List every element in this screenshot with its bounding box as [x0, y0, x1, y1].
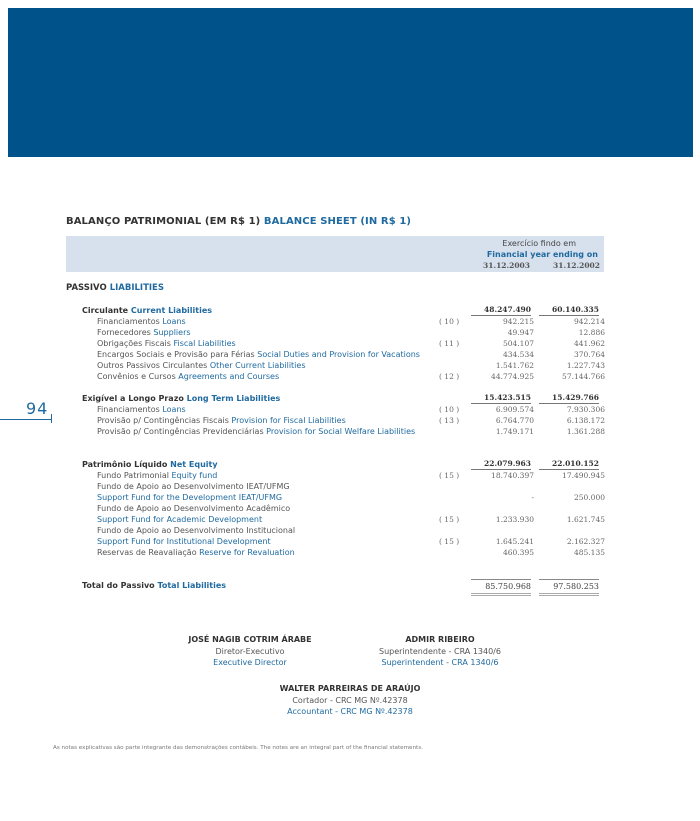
- row-label: [97, 504, 290, 513]
- row-value-2003: 6.909.574: [495, 405, 534, 414]
- subtotal-2002: 60.140.335: [539, 305, 599, 316]
- table-row: [97, 482, 607, 493]
- row-label-en: Suppliers: [153, 328, 191, 337]
- row-label-pt: Reservas de Reavaliação: [97, 548, 197, 557]
- row-note-ref: ( 13 ): [439, 416, 460, 425]
- row-note-ref: ( 10 ): [439, 317, 460, 326]
- row-label-en: Loans: [162, 317, 186, 326]
- row-label-en: Fiscal Liabilities: [173, 339, 236, 348]
- subtotal-2003: 48.247.490: [471, 305, 531, 316]
- signature-name: ADMIR RIBEIRO: [405, 635, 475, 644]
- row-label-pt: Encargos Sociais e Provisão para Férias: [97, 350, 255, 359]
- row-note-ref: ( 11 ): [439, 339, 460, 348]
- row-label: [97, 427, 415, 436]
- row-value-2003: 460.395: [502, 548, 534, 557]
- signature-title-pt: Diretor-Executivo: [215, 647, 285, 656]
- group-label-en: Long Term Liabilities: [186, 394, 281, 403]
- group-subtotal: [0, 305, 700, 317]
- row-label-en: Support Fund for the Development IEAT/UFMG: [97, 493, 283, 502]
- footer-en: The notes are an integral part of the financial statements.: [260, 745, 423, 751]
- row-label-en: Support Fund for Institutional Development: [97, 537, 271, 546]
- row-label-en: Agreements and Courses: [178, 372, 280, 381]
- row-label-pt: Obrigações Fiscais: [97, 339, 171, 348]
- row-label-pt: Outros Passivos Circulantes: [97, 361, 208, 370]
- row-label: [97, 372, 279, 381]
- row-value-2002: 12.886: [578, 328, 605, 337]
- row-label-en: Support Fund for Academic Development: [97, 515, 263, 524]
- row-label-pt: Provisão p/ Contingências Previdenciárias: [97, 427, 264, 436]
- group-subtotal: [0, 393, 700, 405]
- signature-name: JOSÉ NAGIB COTRIM ÁRABE: [188, 635, 312, 644]
- row-label-pt: Financiamentos: [97, 317, 160, 326]
- total-2002: 97.580.253: [539, 579, 599, 596]
- signature-title-en: Superintendent - CRA 1340/6: [381, 658, 499, 667]
- table-row: [97, 416, 607, 427]
- row-value-2002: 6.138.172: [566, 416, 605, 425]
- row-label-en: Social Duties and Provision for Vacations: [257, 350, 420, 359]
- row-value-2002: 2.162.327: [566, 537, 605, 546]
- row-label: [97, 317, 186, 326]
- subtotal-2002: 15.429.766: [539, 393, 599, 404]
- row-value-2002: 57.144.766: [562, 372, 605, 381]
- table-row: [97, 328, 607, 339]
- title-en: BALANCE SHEET (IN R$ 1): [263, 216, 412, 227]
- row-value-2003: 1.541.762: [495, 361, 534, 370]
- group-label-pt: Exigível a Longo Prazo: [82, 394, 184, 403]
- row-value-2002: 250.000: [573, 493, 605, 502]
- row-value-2003: 1.749.171: [495, 427, 534, 436]
- row-label-pt: Fornecedores: [97, 328, 151, 337]
- subtotal-2003: 22.079.963: [471, 459, 531, 470]
- signature-name: WALTER PARREIRAS DE ARAÚJO: [279, 684, 421, 693]
- signature-title-en: Accountant - CRC MG Nº.42378: [287, 707, 413, 716]
- signature-title-pt: Superintendente - CRA 1340/6: [379, 647, 501, 656]
- table-row: [97, 526, 607, 537]
- total-2003: 85.750.968: [471, 579, 531, 596]
- total-en: Total Liabilities: [157, 581, 227, 590]
- row-label: [97, 493, 282, 502]
- row-label: [97, 416, 346, 425]
- row-label: [97, 548, 295, 557]
- row-label-pt: Fundo de Apoio ao Desenvolvimento Institucional: [97, 526, 296, 535]
- page-title: [66, 216, 411, 227]
- footer-pt: As notas explicativas são parte integrante das demonstrações contábeis.: [53, 745, 259, 751]
- signature-executive-director: [185, 635, 315, 667]
- row-label-pt: Fundo de Apoio ao Desenvolvimento IEAT/UFMG: [97, 482, 290, 491]
- row-label-en: Equity fund: [171, 471, 218, 480]
- row-note-ref: ( 15 ): [439, 471, 460, 480]
- group-label-en: Current Liabilities: [130, 306, 213, 315]
- table-row: [97, 471, 607, 482]
- row-label: [97, 339, 236, 348]
- row-value-2003: 18.740.397: [491, 471, 534, 480]
- table-row: [97, 361, 607, 372]
- header-band: [8, 8, 693, 157]
- row-value-2002: 17.490.945: [562, 471, 605, 480]
- group-label-pt: Patrimônio Líquido: [82, 460, 168, 469]
- table-row: [97, 317, 607, 328]
- group-subtotal: [0, 459, 700, 471]
- row-value-2002: 7.930.306: [566, 405, 605, 414]
- row-label: [97, 526, 295, 535]
- row-value-2002: 485.135: [573, 548, 605, 557]
- row-note-ref: ( 15 ): [439, 537, 460, 546]
- row-label-pt: Fundo Patrimonial: [97, 471, 169, 480]
- column-header: [66, 236, 604, 272]
- row-label-en: Reserve for Revaluation: [199, 548, 295, 557]
- row-label: [97, 471, 217, 480]
- row-label: [97, 405, 186, 414]
- table-row: [97, 405, 607, 416]
- section-pt: PASSIVO: [66, 283, 107, 293]
- title-pt: BALANÇO PATRIMONIAL (EM R$ 1): [66, 216, 261, 227]
- row-label: [97, 361, 305, 370]
- row-label: [97, 350, 420, 359]
- row-label-pt: Convênios e Cursos: [97, 372, 176, 381]
- signature-superintendent: [375, 635, 505, 667]
- table-row: [97, 339, 607, 350]
- row-value-2003: 44.774.925: [491, 372, 534, 381]
- header-date-2003: 31.12.2003: [483, 261, 530, 270]
- section-label: [66, 283, 164, 293]
- row-note-ref: ( 10 ): [439, 405, 460, 414]
- header-line-pt: Exercício findo em: [502, 239, 576, 248]
- row-value-2002: 1.621.745: [566, 515, 605, 524]
- row-value-2002: 370.764: [573, 350, 605, 359]
- footer-note: [53, 745, 423, 751]
- subtotal-2002: 22.010.152: [539, 459, 599, 470]
- row-label-en: Provision for Fiscal Liabilities: [231, 416, 346, 425]
- page-number-tick: [51, 414, 52, 423]
- total-pt: Total do Passivo: [82, 581, 155, 590]
- row-label-en: Other Current Liabilities: [209, 361, 306, 370]
- section-en: LIABILITIES: [109, 283, 164, 293]
- row-label: [97, 515, 262, 524]
- row-value-2002: 1.227.743: [566, 361, 605, 370]
- group-label-en: Net Equity: [170, 460, 218, 469]
- signature-accountant: [255, 684, 445, 716]
- header-line-en: Financial year ending on: [486, 250, 598, 259]
- row-label-pt: Financiamentos: [97, 405, 160, 414]
- row-label: [97, 482, 290, 491]
- row-note-ref: ( 15 ): [439, 515, 460, 524]
- table-row: [97, 350, 607, 361]
- table-row: [97, 493, 607, 504]
- row-value-2003: 1.645.241: [495, 537, 534, 546]
- row-label: [97, 537, 271, 546]
- row-label-en: Provision for Social Welfare Liabilities: [266, 427, 416, 436]
- table-row: [97, 427, 607, 438]
- table-row: [97, 537, 607, 548]
- row-value-2003: 942.215: [502, 317, 534, 326]
- row-label-pt: Fundo de Apoio ao Desenvolvimento Acadêmico: [97, 504, 291, 513]
- row-value-2003: 49.947: [507, 328, 534, 337]
- row-label-pt: Provisão p/ Contingências Fiscais: [97, 416, 229, 425]
- signature-title-pt: Cortador - CRC MG Nº.42378: [292, 696, 408, 705]
- subtotal-2003: 15.423.515: [471, 393, 531, 404]
- row-value-2002: 1.361.288: [566, 427, 605, 436]
- row-label-en: Loans: [162, 405, 186, 414]
- group-label-pt: Circulante: [82, 306, 129, 315]
- row-value-2003: 1.233.930: [495, 515, 534, 524]
- row-value-2003: 504.107: [502, 339, 534, 348]
- total-label: [82, 581, 226, 590]
- row-value-2003: -: [531, 493, 534, 502]
- signature-title-en: Executive Director: [213, 658, 287, 667]
- page-number: 94: [26, 399, 49, 418]
- header-date-2002: 31.12.2002: [553, 261, 600, 270]
- row-value-2002: 441.962: [573, 339, 605, 348]
- row-note-ref: ( 12 ): [439, 372, 460, 381]
- row-value-2002: 942.214: [573, 317, 605, 326]
- table-row: [97, 515, 607, 526]
- table-row: [97, 372, 607, 383]
- row-value-2003: 6.764.770: [495, 416, 534, 425]
- table-row: [97, 504, 607, 515]
- page-number-rule: [0, 419, 51, 420]
- row-value-2003: 434.534: [502, 350, 534, 359]
- table-row: [97, 548, 607, 559]
- row-label: [97, 328, 191, 337]
